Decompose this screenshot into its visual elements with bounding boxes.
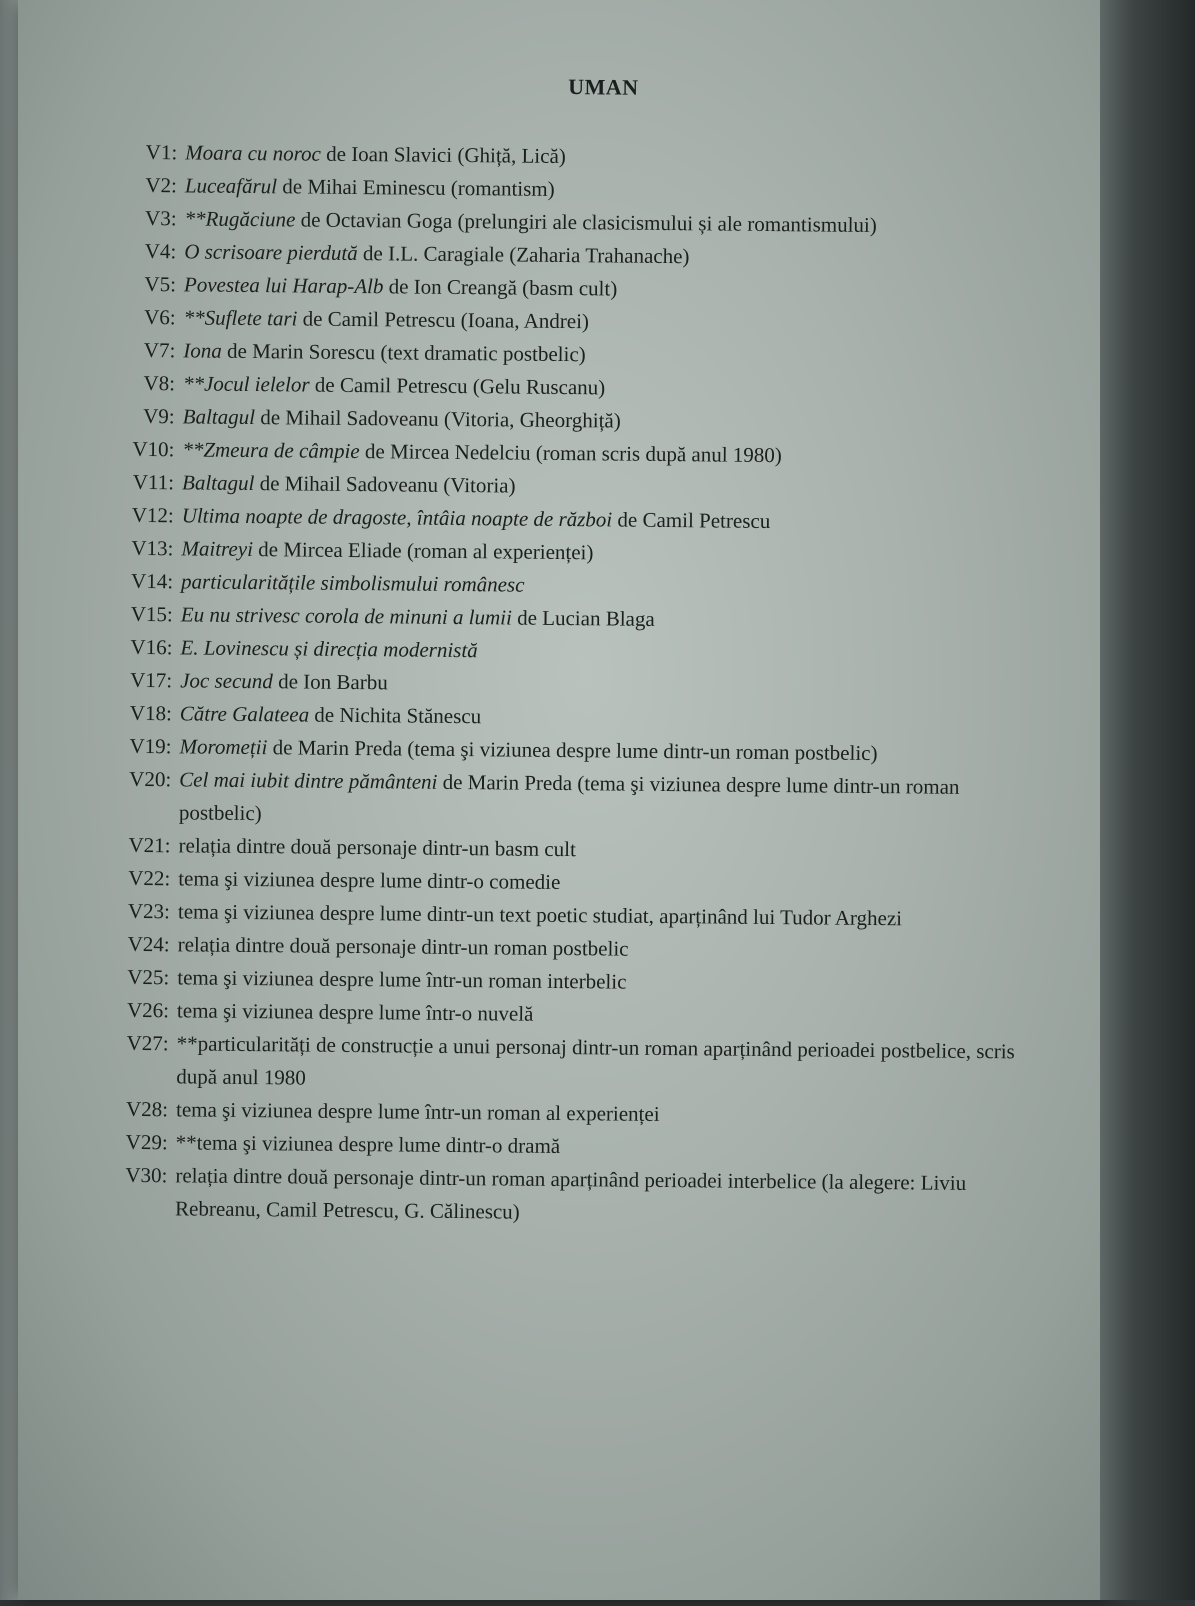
entry-detail: de Mircea Nedelciu (roman scris după anul 1980) (360, 439, 782, 467)
entry-number: V26: (115, 994, 177, 1028)
entry-number: V18: (118, 697, 180, 731)
work-title: Povestea lui Harap-Alb (184, 272, 384, 298)
entry-detail: de Marin Preda (tema şi viziunea despre lume dintr-un roman postbelic) (267, 735, 877, 765)
work-title: Baltagul (182, 470, 255, 495)
entry-number: V11: (120, 466, 182, 500)
entry-number: V25: (115, 961, 177, 995)
list-item (114, 1027, 1027, 1102)
entry-detail: de Ion Barbu (273, 669, 388, 694)
entry-detail: **particularități de construcție a unui personaj dintr-un roman aparținând perioadei postbelice, scris după anul 1980 (176, 1031, 1015, 1089)
work-title: particularitățile simbolismului românesc (181, 569, 525, 596)
entry-detail: tema şi viziunea despre lume dintr-un text poetic studiat, aparținând lui Tudor Arghezi (178, 899, 902, 930)
work-title: Către Galateea (180, 701, 310, 726)
entry-number: V14: (119, 565, 181, 599)
entry-detail: de Mihail Sadoveanu (Vitoria) (254, 471, 515, 498)
topic-list (113, 136, 1035, 1234)
entry-number: V29: (114, 1126, 176, 1160)
work-title: Iona (183, 338, 222, 362)
entry-number: V19: (117, 730, 179, 764)
entry-detail: de Ion Creangă (basm cult) (383, 274, 617, 300)
work-title: **Suflete tari (184, 305, 298, 330)
entry-detail: tema şi viziunea despre lume într-un roman al experienței (176, 1097, 660, 1126)
entry-detail: de Camil Petrescu (Ioana, Andrei) (297, 306, 589, 333)
entry-number: V24: (115, 928, 177, 962)
work-title: Cel mai iubit dintre pământeni (179, 767, 437, 793)
entry-number: V22: (116, 862, 178, 896)
entry-detail: relația dintre două personaje dintr-un roman aparținând perioadei interbelice (la alegere: Liviu Rebreanu, Camil Petrescu, G. Călinescu) (175, 1163, 966, 1223)
work-title: Moara cu noroc (185, 140, 321, 165)
work-title: Luceafărul (185, 173, 277, 198)
entry-number: V30: (113, 1159, 176, 1226)
entry-number: V17: (118, 664, 180, 698)
work-title: **Rugăciune (184, 206, 295, 231)
entry-detail: **tema şi viziunea despre lume dintr-o dramă (176, 1130, 561, 1158)
work-title: Moromeții (179, 734, 267, 759)
entry-number: V20: (117, 763, 180, 830)
work-title: O scrisoare pierdută (184, 239, 358, 265)
entry-detail: de Nichita Stănescu (309, 703, 481, 729)
entry-detail: de Octavian Goga (prelungiri ale clasicismului și ale romantismului) (295, 207, 877, 237)
entry-number: V28: (114, 1093, 176, 1127)
entry-number: V5: (122, 268, 184, 302)
entry-detail: de Lucian Blaga (512, 606, 655, 631)
entry-detail: de Mircea Eliade (roman al experienței) (253, 537, 594, 564)
entry-detail: relația dintre două personaje dintr-un roman postbelic (178, 932, 629, 960)
work-title: **Zmeura de câmpie (182, 437, 360, 463)
entry-text (176, 1027, 1027, 1101)
entry-number: V8: (121, 367, 183, 401)
entry-number: V21: (116, 829, 178, 863)
list-item (113, 1159, 1026, 1234)
entry-detail: tema şi viziunea despre lume într-o nuvelă (177, 998, 534, 1025)
list-item (117, 763, 1030, 838)
entry-text (179, 763, 1030, 837)
entry-detail: de Marin Sorescu (text dramatic postbelic) (222, 339, 586, 366)
entry-detail: de Mihail Sadoveanu (Vitoria, Gheorghiță) (255, 405, 621, 433)
entry-number: V10: (120, 433, 182, 467)
entry-detail: de Ioan Slavici (Ghiță, Lică) (321, 142, 566, 168)
entry-number: V2: (123, 169, 185, 203)
work-title: Joc secund (180, 668, 273, 693)
entry-number: V6: (121, 301, 183, 335)
entry-number: V9: (121, 400, 183, 434)
entry-number: V13: (119, 532, 181, 566)
entry-number: V4: (122, 235, 184, 269)
entry-detail: de I.L. Caragiale (Zaharia Trahanache) (358, 241, 690, 268)
entry-number: V16: (118, 631, 180, 665)
entry-detail: relația dintre două personaje dintr-un basm cult (178, 833, 575, 861)
entry-detail: tema şi viziunea despre lume într-un roman interbelic (177, 965, 626, 993)
work-title: **Jocul ielelor (183, 371, 310, 396)
work-title: Baltagul (183, 404, 256, 429)
entry-detail: de Marin Preda (tema şi viziunea despre lume dintr-un roman postbelic) (179, 770, 960, 825)
entry-text (175, 1159, 1026, 1233)
entry-number: V15: (119, 598, 181, 632)
work-title: Maitreyi (181, 536, 253, 561)
entry-number: V27: (114, 1027, 177, 1094)
entry-detail: de Camil Petrescu (Gelu Ruscanu) (309, 373, 605, 400)
entry-detail: tema şi viziunea despre lume dintr-o comedie (178, 866, 560, 894)
entry-number: V12: (120, 499, 182, 533)
entry-number: V23: (116, 895, 178, 929)
entry-detail: de Mihai Eminescu (romantism) (277, 174, 555, 201)
page-title: UMAN (6, 69, 1195, 106)
work-title: Eu nu strivesc corola de minuni a lumii (181, 602, 512, 629)
work-title: Ultima noapte de dragoste, întâia noapte de război (182, 503, 613, 531)
entry-detail: de Camil Petrescu (612, 507, 770, 533)
entry-number: V1: (123, 136, 185, 170)
work-title: E. Lovinescu și direcția modernistă (180, 635, 477, 662)
entry-number: V7: (121, 334, 183, 368)
entry-number: V3: (122, 202, 184, 236)
